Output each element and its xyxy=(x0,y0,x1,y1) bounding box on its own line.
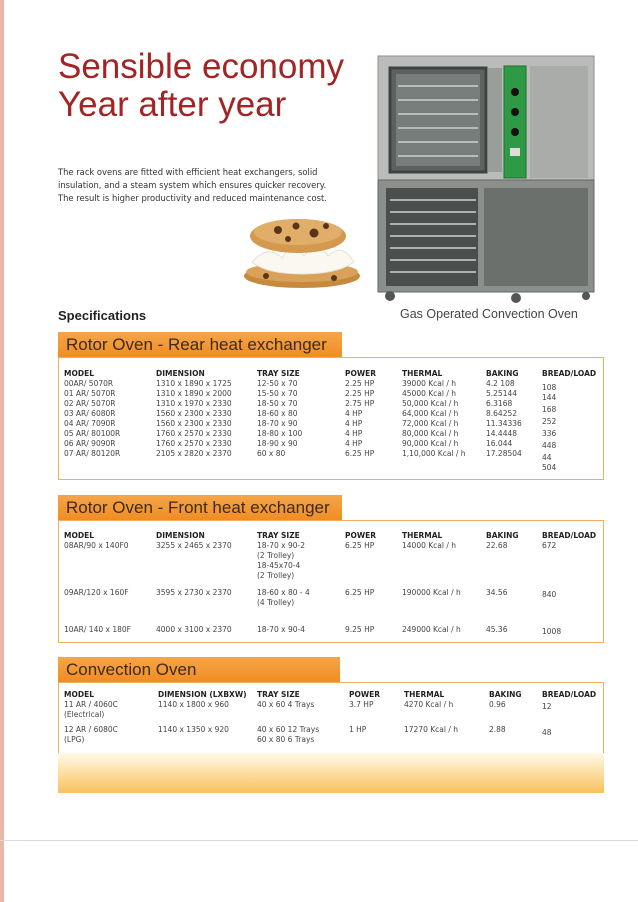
cell-baking: 16.044 xyxy=(486,439,513,448)
cell-thermal: 4270 Kcal / h xyxy=(404,700,454,709)
header-power: POWER xyxy=(345,369,377,378)
cell-tray: 15-50 x 70 xyxy=(257,389,298,398)
cell-bread: 44 xyxy=(542,453,552,462)
header-bread: BREAD/LOAD xyxy=(542,690,597,699)
section-convection-title: Convection Oven xyxy=(58,657,340,683)
cell-power: 2.75 HP xyxy=(345,399,375,408)
cell-power: 1 HP xyxy=(349,725,367,734)
intro-line-2: insulation, and a steam system which ensures quicker recovery. xyxy=(58,180,327,190)
header-dimension: DIMENSION xyxy=(156,531,205,540)
cell-bread: 12 xyxy=(542,702,552,711)
cell-baking: 5.25144 xyxy=(486,389,518,398)
cell-tray: 18-90 x 90 xyxy=(257,439,298,448)
cell-tray: 12-50 x 70 xyxy=(257,379,298,388)
tray-line: (2 Trolley) xyxy=(257,551,295,560)
front-heat-table xyxy=(58,520,604,643)
cell-baking: 14.4448 xyxy=(486,429,518,438)
cell-tray: 18-70 x 90 xyxy=(257,419,298,428)
tray-line: 18-70 x 90-2 xyxy=(257,541,306,550)
cell-thermal: 80,000 Kcal / h xyxy=(402,429,459,438)
cell-bread: 144 xyxy=(542,393,557,402)
header-baking: BAKING xyxy=(489,690,522,699)
cell-baking: 17.28504 xyxy=(486,449,522,458)
page-title xyxy=(58,48,344,124)
title-line-2: Year after year xyxy=(58,85,287,124)
cell-baking: 2.88 xyxy=(489,725,506,734)
cell-dimension: 1760 x 2570 x 2330 xyxy=(156,439,232,448)
cell-tray: 60 x 80 xyxy=(257,449,286,458)
convection-table xyxy=(58,682,604,754)
cell-model: 03 AR/ 6080R xyxy=(64,409,116,418)
intro-line-3: The result is higher productivity and reduced maintenance cost. xyxy=(58,193,327,203)
cell-power: 3.7 HP xyxy=(349,700,374,709)
header-tray: TRAY SIZE xyxy=(257,690,300,699)
bottom-gradient-band xyxy=(58,753,604,793)
cell-bread: 504 xyxy=(542,463,557,472)
cell-model: 01 AR/ 5070R xyxy=(64,389,116,398)
cell-dimension: 4000 x 3100 x 2370 xyxy=(156,625,232,634)
cell-bread: 168 xyxy=(542,405,557,414)
tray-line: 60 x 80 6 Trays xyxy=(257,735,315,744)
cell-model: 04 AR/ 7090R xyxy=(64,419,116,428)
cell-thermal: 39000 Kcal / h xyxy=(402,379,457,388)
cell-power: 6.25 HP xyxy=(345,449,375,458)
cell-dimension: 2105 x 2820 x 2370 xyxy=(156,449,232,458)
header-model: MODEL xyxy=(64,369,94,378)
cell-model: 05 AR/ 80100R xyxy=(64,429,121,438)
cell-thermal: 14000 Kcal / h xyxy=(402,541,457,550)
cell-bread: 48 xyxy=(542,728,552,737)
cell-baking: 22.68 xyxy=(486,541,508,550)
header-dimension: DIMENSION (LXBXW) xyxy=(158,690,247,699)
cell-bread: 252 xyxy=(542,417,557,426)
tray-line: 18-45x70-4 xyxy=(257,561,301,570)
cell-bread: 108 xyxy=(542,383,557,392)
cell-model: 09AR/120 x 160F xyxy=(64,588,129,597)
cell-tray xyxy=(257,625,305,635)
section-rear-heat-title: Rotor Oven - Rear heat exchanger xyxy=(58,332,342,358)
model-line: (Electrical) xyxy=(64,710,105,719)
cell-baking: 34.56 xyxy=(486,588,508,597)
cell-dimension: 1140 x 1800 x 960 xyxy=(158,700,229,709)
cell-thermal: 190000 Kcal / h xyxy=(402,588,461,597)
specifications-heading: Specifications xyxy=(58,308,147,323)
cell-baking: 45.36 xyxy=(486,625,508,634)
cell-power: 6.25 HP xyxy=(345,588,375,597)
cell-model: 08AR/90 x 140F0 xyxy=(64,541,129,550)
cell-tray xyxy=(257,588,310,608)
header-power: POWER xyxy=(349,690,381,699)
cell-thermal: 1,10,000 Kcal / h xyxy=(402,449,466,458)
convection-oven-image xyxy=(376,52,598,304)
cell-bread: 1008 xyxy=(542,627,562,636)
cell-model: 02 AR/ 5070R xyxy=(64,399,116,408)
intro-line-1: The rack ovens are fitted with efficient heat exchangers, solid xyxy=(58,167,318,177)
cell-power: 4 HP xyxy=(345,439,363,448)
header-power: POWER xyxy=(345,531,377,540)
model-line: 12 AR / 6080C xyxy=(64,725,118,734)
header-baking: BAKING xyxy=(486,369,519,378)
cell-model: 10AR/ 140 x 180F xyxy=(64,625,131,634)
oven-caption: Gas Operated Convection Oven xyxy=(400,307,578,321)
cell-power: 2.25 HP xyxy=(345,389,375,398)
cell-thermal: 17270 Kcal / h xyxy=(404,725,459,734)
cell-thermal: 249000 Kcal / h xyxy=(402,625,461,634)
tray-line: 40 x 60 12 Trays xyxy=(257,725,320,734)
cell-thermal: 50,000 Kcal / h xyxy=(402,399,459,408)
model-line: (LPG) xyxy=(64,735,85,744)
cell-bread: 672 xyxy=(542,541,557,550)
header-model: MODEL xyxy=(64,690,94,699)
cell-dimension: 1140 x 1350 x 920 xyxy=(158,725,229,734)
cell-thermal: 72,000 Kcal / h xyxy=(402,419,459,428)
cell-baking: 8.64252 xyxy=(486,409,518,418)
cell-model: 06 AR/ 9090R xyxy=(64,439,116,448)
tray-line: 18-60 x 80 - 4 xyxy=(257,588,310,597)
cell-tray xyxy=(257,700,314,710)
left-edge-stripe xyxy=(0,0,4,902)
cell-tray xyxy=(257,541,305,581)
cell-power: 4 HP xyxy=(345,409,363,418)
model-line: 11 AR / 4060C xyxy=(64,700,118,709)
tray-line: (2 Trolley) xyxy=(257,571,295,580)
cell-bread: 336 xyxy=(542,429,557,438)
cell-dimension: 1310 x 1970 x 2330 xyxy=(156,399,232,408)
cell-tray xyxy=(257,725,319,745)
cell-tray: 18-80 x 100 xyxy=(257,429,303,438)
cell-dimension: 1560 x 2300 x 2330 xyxy=(156,419,232,428)
header-baking: BAKING xyxy=(486,531,519,540)
cell-power: 2.25 HP xyxy=(345,379,375,388)
header-tray: TRAY SIZE xyxy=(257,369,300,378)
cell-baking: 4.2 108 xyxy=(486,379,515,388)
cell-power: 4 HP xyxy=(345,419,363,428)
cell-dimension: 1760 x 2570 x 2330 xyxy=(156,429,232,438)
title-line-1: Sensible economy xyxy=(58,47,344,86)
cell-model: 00AR/ 5070R xyxy=(64,379,114,388)
rear-heat-table xyxy=(58,357,604,480)
header-bread: BREAD/LOAD xyxy=(542,531,597,540)
tray-line: 40 x 60 4 Trays xyxy=(257,700,315,709)
cell-tray: 18-50 x 70 xyxy=(257,399,298,408)
cell-model xyxy=(64,725,118,745)
cell-dimension: 3255 x 2465 x 2370 xyxy=(156,541,232,550)
cell-power: 4 HP xyxy=(345,429,363,438)
header-bread: BREAD/LOAD xyxy=(542,369,597,378)
header-model: MODEL xyxy=(64,531,94,540)
cell-bread: 448 xyxy=(542,441,557,450)
cell-bread: 840 xyxy=(542,590,557,599)
cell-baking: 11.34336 xyxy=(486,419,522,428)
cell-tray: 18-60 x 80 xyxy=(257,409,298,418)
cell-thermal: 90,000 Kcal / h xyxy=(402,439,459,448)
header-thermal: THERMAL xyxy=(404,690,445,699)
cell-dimension: 1310 x 1890 x 1725 xyxy=(156,379,232,388)
cell-thermal: 64,000 Kcal / h xyxy=(402,409,459,418)
cell-model: 07 AR/ 80120R xyxy=(64,449,121,458)
intro-paragraph xyxy=(58,166,348,205)
cell-dimension: 1560 x 2300 x 2330 xyxy=(156,409,232,418)
cookie-sandwich-image xyxy=(238,214,366,292)
cell-dimension: 1310 x 1890 x 2000 xyxy=(156,389,232,398)
cell-power: 6.25 HP xyxy=(345,541,375,550)
cell-baking: 6.3168 xyxy=(486,399,513,408)
header-thermal: THERMAL xyxy=(402,369,443,378)
cell-baking: 0.96 xyxy=(489,700,506,709)
cell-thermal: 45000 Kcal / h xyxy=(402,389,457,398)
header-tray: TRAY SIZE xyxy=(257,531,300,540)
section-front-heat-title: Rotor Oven - Front heat exchanger xyxy=(58,495,342,521)
tray-line: (4 Trolley) xyxy=(257,598,295,607)
header-thermal: THERMAL xyxy=(402,531,443,540)
cell-model xyxy=(64,700,118,720)
tray-line: 18-70 x 90-4 xyxy=(257,625,306,634)
cell-dimension: 3595 x 2730 x 2370 xyxy=(156,588,232,597)
bottom-divider xyxy=(0,840,638,841)
cell-power: 9.25 HP xyxy=(345,625,375,634)
header-dimension: DIMENSION xyxy=(156,369,205,378)
